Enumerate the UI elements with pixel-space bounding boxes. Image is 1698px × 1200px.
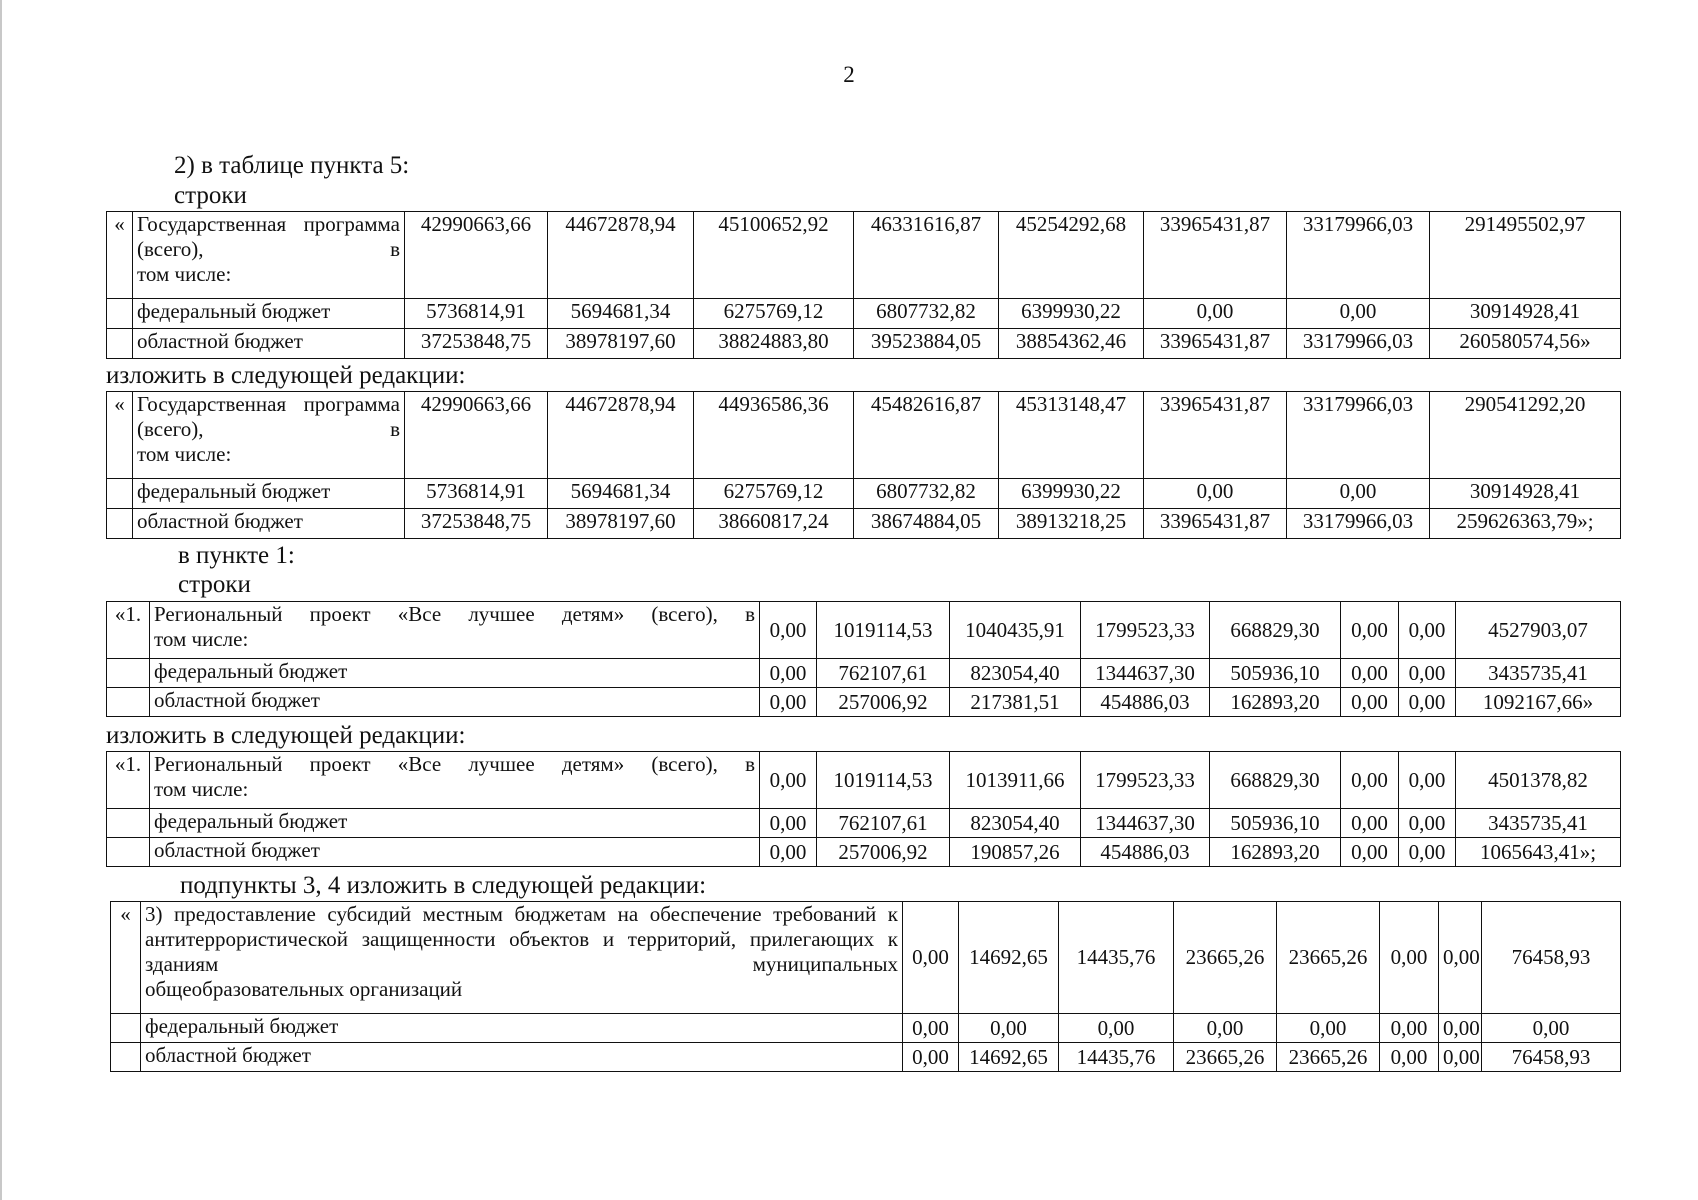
row-mark xyxy=(107,838,150,867)
row-label: федеральный бюджет xyxy=(150,809,760,838)
value-cell: 0,00 xyxy=(1439,902,1482,1014)
rows-word-2: строки xyxy=(178,571,251,598)
row-mark: « xyxy=(111,902,141,1014)
value-cell: 6399930,22 xyxy=(999,479,1144,509)
value-cell-total: 3435735,41 xyxy=(1456,659,1621,688)
value-cell: 0,00 xyxy=(1341,688,1399,717)
value-cell: 505936,10 xyxy=(1210,659,1341,688)
table-program-old xyxy=(106,211,1621,359)
value-cell: 1799523,33 xyxy=(1081,752,1210,809)
value-cell: 33179966,03 xyxy=(1287,392,1430,479)
value-cell: 0,00 xyxy=(760,752,817,809)
value-cell: 0,00 xyxy=(1399,838,1456,867)
replace-heading-2: изложить в следующей редакции: xyxy=(106,722,466,749)
value-cell: 0,00 xyxy=(1399,809,1456,838)
value-cell: 6807732,82 xyxy=(854,479,999,509)
value-cell: 45482616,87 xyxy=(854,392,999,479)
value-cell: 45313148,47 xyxy=(999,392,1144,479)
value-cell: 23665,26 xyxy=(1277,1043,1380,1072)
value-cell: 14692,65 xyxy=(959,902,1059,1014)
value-cell: 0,00 xyxy=(760,602,817,659)
value-cell: 1344637,30 xyxy=(1081,809,1210,838)
value-cell: 33179966,03 xyxy=(1287,329,1430,359)
value-cell: 14435,76 xyxy=(1059,902,1174,1014)
value-cell-total: 4501378,82 xyxy=(1456,752,1621,809)
value-cell: 33179966,03 xyxy=(1287,212,1430,299)
value-cell: 44936586,36 xyxy=(694,392,854,479)
value-cell: 0,00 xyxy=(1341,659,1399,688)
value-cell: 38854362,46 xyxy=(999,329,1144,359)
value-cell: 0,00 xyxy=(903,1043,959,1072)
table-project-new xyxy=(106,751,1621,867)
value-cell: 0,00 xyxy=(1287,299,1430,329)
table-row-federal xyxy=(107,659,1621,688)
label-tail: том числе: xyxy=(154,627,249,651)
label-tail: том числе: xyxy=(154,777,249,801)
row-mark: « xyxy=(107,392,133,479)
value-cell: 762107,61 xyxy=(817,809,950,838)
row-mark: « xyxy=(107,212,133,299)
value-cell: 33965431,87 xyxy=(1144,212,1287,299)
value-cell: 6275769,12 xyxy=(694,299,854,329)
value-cell: 44672878,94 xyxy=(548,212,694,299)
row-mark xyxy=(107,659,150,688)
table-row-regional xyxy=(107,688,1621,717)
value-cell: 42990663,66 xyxy=(405,212,548,299)
label-main: Региональный проект «Все лучшее детям» (всего), в xyxy=(154,752,755,776)
value-cell: 823054,40 xyxy=(950,659,1081,688)
row-label: федеральный бюджет xyxy=(141,1014,903,1043)
value-cell: 668829,30 xyxy=(1210,602,1341,659)
value-cell: 0,00 xyxy=(1341,752,1399,809)
value-cell: 44672878,94 xyxy=(548,392,694,479)
value-cell: 0,00 xyxy=(903,902,959,1014)
row-label: федеральный бюджет xyxy=(133,479,405,509)
value-cell: 45100652,92 xyxy=(694,212,854,299)
value-cell: 6275769,12 xyxy=(694,479,854,509)
value-cell: 762107,61 xyxy=(817,659,950,688)
value-cell: 0,00 xyxy=(1174,1014,1277,1043)
value-cell: 0,00 xyxy=(1380,1014,1439,1043)
row-mark xyxy=(107,299,133,329)
value-cell-total: 290541292,20 xyxy=(1430,392,1621,479)
value-cell-total: 30914928,41 xyxy=(1430,299,1621,329)
row-label: областной бюджет xyxy=(150,838,760,867)
row-mark: «1. xyxy=(107,752,150,809)
value-cell: 1019114,53 xyxy=(817,752,950,809)
table-row-total xyxy=(111,902,1621,1014)
value-cell: 0,00 xyxy=(1399,602,1456,659)
table-row-regional xyxy=(107,509,1621,539)
table-row-total xyxy=(107,212,1621,299)
scan-edge xyxy=(0,0,2,1200)
value-cell: 0,00 xyxy=(1341,838,1399,867)
row-mark xyxy=(111,1014,141,1043)
value-cell-total: 291495502,97 xyxy=(1430,212,1621,299)
value-cell-total: 76458,93 xyxy=(1482,902,1621,1014)
table-row-total xyxy=(107,752,1621,809)
value-cell: 39523884,05 xyxy=(854,329,999,359)
value-cell: 0,00 xyxy=(1144,299,1287,329)
value-cell: 0,00 xyxy=(1380,1043,1439,1072)
value-cell: 6399930,22 xyxy=(999,299,1144,329)
value-cell: 0,00 xyxy=(1341,809,1399,838)
value-cell: 0,00 xyxy=(959,1014,1059,1043)
value-cell: 1019114,53 xyxy=(817,602,950,659)
value-cell: 0,00 xyxy=(1059,1014,1174,1043)
value-cell: 42990663,66 xyxy=(405,392,548,479)
label-main: Региональный проект «Все лучшее детям» (всего), в xyxy=(154,602,755,626)
row-label xyxy=(150,602,760,659)
value-cell-total: 260580574,56» xyxy=(1430,329,1621,359)
value-cell: 1344637,30 xyxy=(1081,659,1210,688)
value-cell: 162893,20 xyxy=(1210,838,1341,867)
value-cell: 0,00 xyxy=(1399,688,1456,717)
label-main: Государственная программа (всего), в xyxy=(137,212,400,261)
value-cell: 5736814,91 xyxy=(405,299,548,329)
row-label: областной бюджет xyxy=(133,509,405,539)
row-mark: «1. xyxy=(107,602,150,659)
value-cell: 0,00 xyxy=(1144,479,1287,509)
table-row-total xyxy=(107,392,1621,479)
value-cell: 0,00 xyxy=(1439,1014,1482,1043)
value-cell: 0,00 xyxy=(1341,602,1399,659)
value-cell: 38978197,60 xyxy=(548,509,694,539)
value-cell-total: 1065643,41»; xyxy=(1456,838,1621,867)
value-cell: 38674884,05 xyxy=(854,509,999,539)
value-cell: 190857,26 xyxy=(950,838,1081,867)
value-cell: 0,00 xyxy=(1277,1014,1380,1043)
value-cell: 45254292,68 xyxy=(999,212,1144,299)
value-cell: 33965431,87 xyxy=(1144,509,1287,539)
replace-heading-1: изложить в следующей редакции: xyxy=(106,362,466,389)
in-point-1-heading: в пункте 1: xyxy=(178,542,295,569)
label-main: Государственная программа (всего), в xyxy=(137,392,400,441)
value-cell: 0,00 xyxy=(760,838,817,867)
value-cell: 0,00 xyxy=(1399,659,1456,688)
table-row-federal xyxy=(111,1014,1621,1043)
row-mark xyxy=(107,809,150,838)
rows-word: строки xyxy=(174,182,247,209)
value-cell: 0,00 xyxy=(1399,752,1456,809)
table-subsidies xyxy=(110,901,1621,1072)
value-cell: 1013911,66 xyxy=(950,752,1081,809)
value-cell: 0,00 xyxy=(760,809,817,838)
value-cell: 0,00 xyxy=(903,1014,959,1043)
value-cell: 38978197,60 xyxy=(548,329,694,359)
value-cell-total: 3435735,41 xyxy=(1456,809,1621,838)
value-cell-total: 259626363,79»; xyxy=(1430,509,1621,539)
table-program-new xyxy=(106,391,1621,539)
value-cell-total: 30914928,41 xyxy=(1430,479,1621,509)
value-cell: 257006,92 xyxy=(817,688,950,717)
value-cell: 38660817,24 xyxy=(694,509,854,539)
row-label: областной бюджет xyxy=(133,329,405,359)
value-cell: 37253848,75 xyxy=(405,509,548,539)
label-tail: том числе: xyxy=(137,262,232,286)
value-cell: 823054,40 xyxy=(950,809,1081,838)
table-row-federal xyxy=(107,809,1621,838)
page-number: 2 xyxy=(843,62,855,87)
value-cell: 257006,92 xyxy=(817,838,950,867)
value-cell: 0,00 xyxy=(760,659,817,688)
subpoints-heading: подпункты 3, 4 изложить в следующей редакции: xyxy=(180,872,707,899)
value-cell: 14435,76 xyxy=(1059,1043,1174,1072)
value-cell: 0,00 xyxy=(1439,1043,1482,1072)
row-mark xyxy=(107,688,150,717)
value-cell: 33179966,03 xyxy=(1287,509,1430,539)
value-cell: 33965431,87 xyxy=(1144,392,1287,479)
value-cell: 46331616,87 xyxy=(854,212,999,299)
row-label xyxy=(150,752,760,809)
value-cell: 23665,26 xyxy=(1174,1043,1277,1072)
table-row-total xyxy=(107,602,1621,659)
table-row-regional xyxy=(111,1043,1621,1072)
value-cell: 23665,26 xyxy=(1174,902,1277,1014)
table-row-federal xyxy=(107,299,1621,329)
value-cell-total: 4527903,07 xyxy=(1456,602,1621,659)
value-cell: 38913218,25 xyxy=(999,509,1144,539)
label-main: 3) предоставление субсидий местным бюджетам на обеспечение требований к антитеррористической защищенности объектов и территорий, прилегающих к зданиям муниципальных xyxy=(145,902,898,976)
row-mark xyxy=(107,509,133,539)
value-cell: 33965431,87 xyxy=(1144,329,1287,359)
table-row-federal xyxy=(107,479,1621,509)
value-cell: 6807732,82 xyxy=(854,299,999,329)
value-cell: 0,00 xyxy=(1287,479,1430,509)
value-cell: 14692,65 xyxy=(959,1043,1059,1072)
value-cell: 1040435,91 xyxy=(950,602,1081,659)
table-project-old xyxy=(106,601,1621,717)
value-cell: 0,00 xyxy=(760,688,817,717)
value-cell: 23665,26 xyxy=(1277,902,1380,1014)
value-cell: 5694681,34 xyxy=(548,479,694,509)
row-label: федеральный бюджет xyxy=(133,299,405,329)
value-cell: 1799523,33 xyxy=(1081,602,1210,659)
table-row-regional xyxy=(107,329,1621,359)
value-cell: 162893,20 xyxy=(1210,688,1341,717)
value-cell: 454886,03 xyxy=(1081,838,1210,867)
row-label xyxy=(133,212,405,299)
row-mark xyxy=(111,1043,141,1072)
value-cell: 5736814,91 xyxy=(405,479,548,509)
value-cell: 668829,30 xyxy=(1210,752,1341,809)
item-2-heading: 2) в таблице пункта 5: xyxy=(174,152,410,179)
value-cell-total: 76458,93 xyxy=(1482,1043,1621,1072)
label-tail: том числе: xyxy=(137,442,232,466)
value-cell: 0,00 xyxy=(1380,902,1439,1014)
value-cell: 37253848,75 xyxy=(405,329,548,359)
value-cell: 5694681,34 xyxy=(548,299,694,329)
row-label: федеральный бюджет xyxy=(150,659,760,688)
label-tail: общеобразовательных организаций xyxy=(145,977,463,1001)
table-row-regional xyxy=(107,838,1621,867)
value-cell: 38824883,80 xyxy=(694,329,854,359)
row-label xyxy=(133,392,405,479)
row-label: областной бюджет xyxy=(150,688,760,717)
row-mark xyxy=(107,329,133,359)
row-mark xyxy=(107,479,133,509)
row-label xyxy=(141,902,903,1014)
value-cell: 454886,03 xyxy=(1081,688,1210,717)
value-cell: 505936,10 xyxy=(1210,809,1341,838)
value-cell-total: 1092167,66» xyxy=(1456,688,1621,717)
row-label: областной бюджет xyxy=(141,1043,903,1072)
value-cell-total: 0,00 xyxy=(1482,1014,1621,1043)
value-cell: 217381,51 xyxy=(950,688,1081,717)
